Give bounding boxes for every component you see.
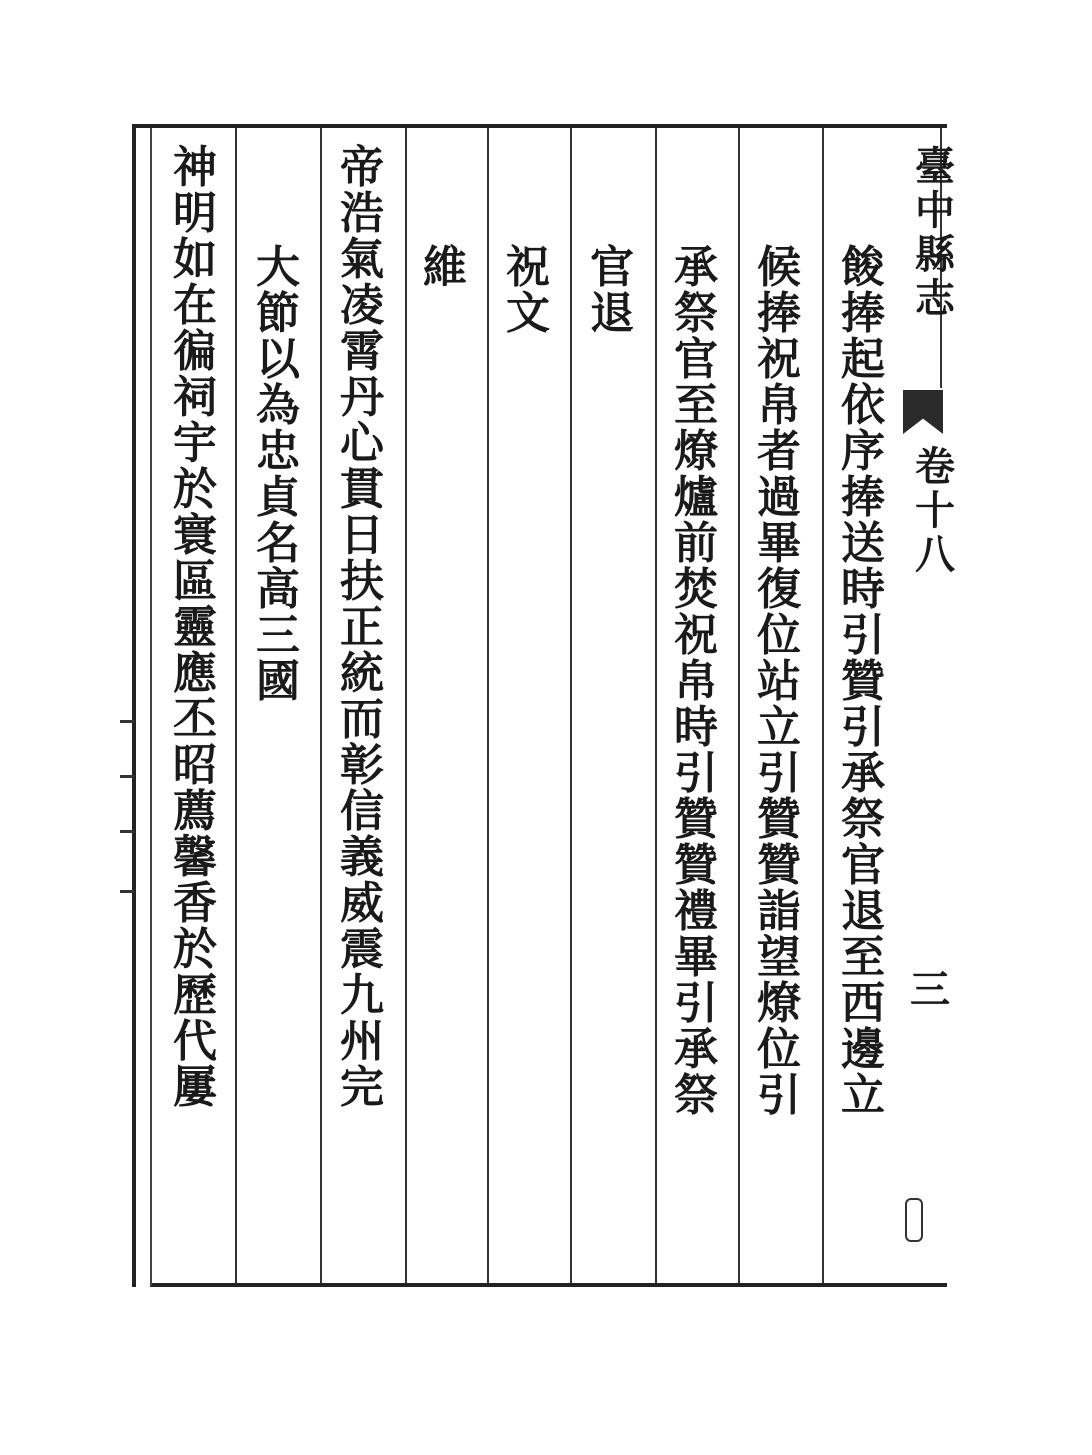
edge-mark xyxy=(120,720,134,723)
column-rule xyxy=(405,128,407,1283)
page-bottom-mark xyxy=(905,1198,923,1242)
text-column-7: 帝 浩 氣 凌 霄 丹 心 貫 日 扶 正 統 而 彰 信 義 威 震 九 州 完 xyxy=(340,142,384,1113)
text-column-2: 候 捧 祝 帛 者 過 畢 復 位 站 立 引 贊 贊 詣 望 燎 位 引 xyxy=(757,242,801,1121)
column-rule xyxy=(570,128,572,1283)
column-rule xyxy=(235,128,237,1283)
fish-tail-mark xyxy=(903,390,943,434)
edge-mark xyxy=(120,890,134,893)
frame-left-border xyxy=(132,124,136,1287)
text-column-4: 官 退 xyxy=(590,242,634,339)
page-header-title: 臺 中 縣 志 xyxy=(915,143,955,322)
edge-mark xyxy=(120,830,134,833)
page-number: 三 xyxy=(910,966,950,1013)
column-rule xyxy=(738,128,740,1283)
frame-top-border xyxy=(132,124,947,128)
edge-mark xyxy=(120,775,134,778)
page-header-volume: 卷 十 八 xyxy=(915,443,955,578)
text-column-5: 祝 文 xyxy=(506,242,550,339)
text-column-6: 維 xyxy=(423,242,467,293)
frame-left-inner-border xyxy=(150,128,152,1286)
text-column-8: 大 節 以 為 忠 貞 名 高 三 國 xyxy=(256,242,300,707)
column-rule xyxy=(655,128,657,1283)
text-column-9: 神 明 如 在 徧 祠 宇 於 寰 區 靈 應 丕 昭 薦 馨 香 於 歷 代 屢 xyxy=(173,142,217,1113)
text-column-3: 承 祭 官 至 燎 爐 前 焚 祝 帛 時 引 贊 贊 禮 畢 引 承 祭 xyxy=(674,242,718,1121)
text-column-1: 餕 捧 起 依 序 捧 送 時 引 贊 引 承 祭 官 退 至 西 邊 立 xyxy=(841,242,885,1121)
frame-bottom-border xyxy=(150,1283,947,1287)
column-rule xyxy=(822,128,824,1283)
column-rule xyxy=(320,128,322,1283)
column-rule xyxy=(487,128,489,1283)
